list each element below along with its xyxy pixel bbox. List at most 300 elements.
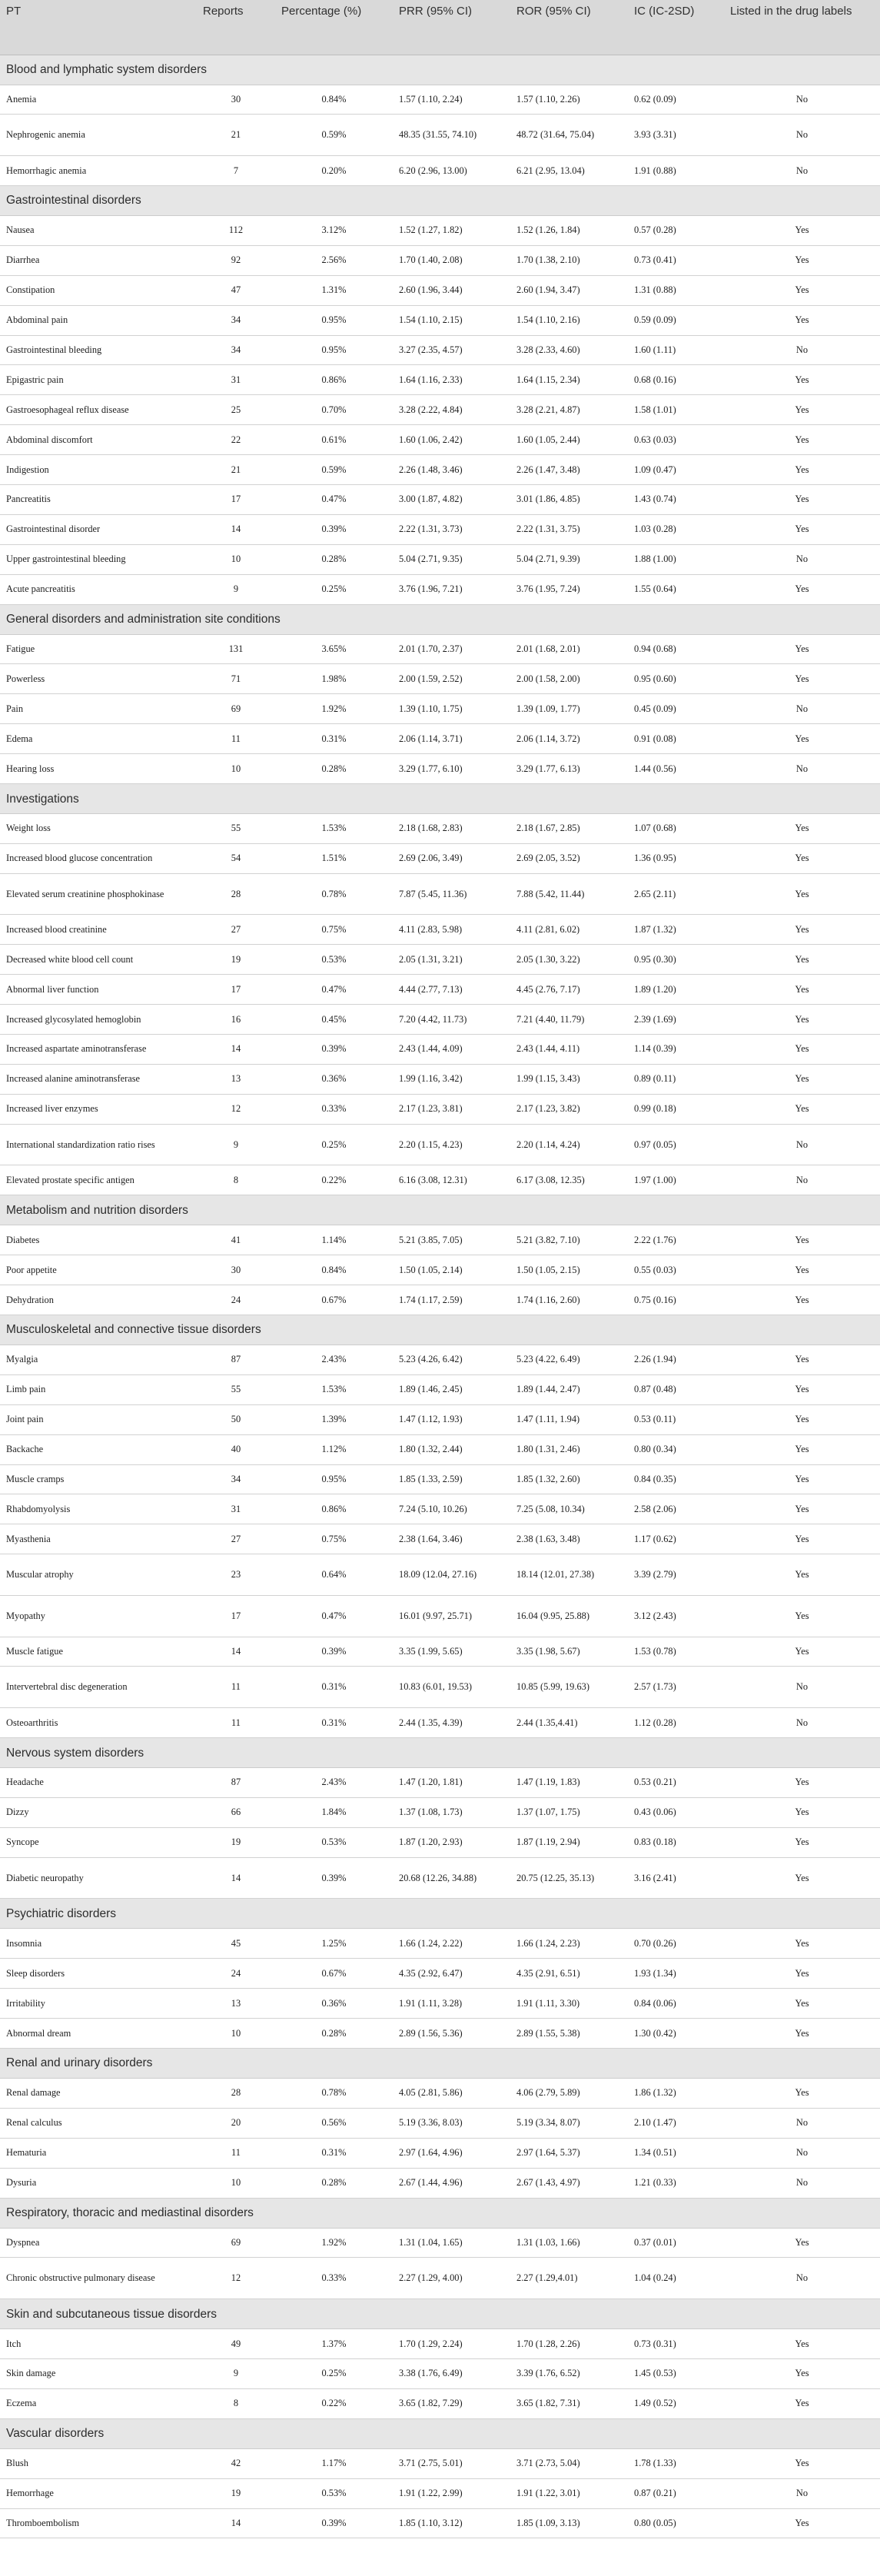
cell-pt: Abdominal pain bbox=[0, 305, 197, 335]
cell-ror: 2.06 (1.14, 3.72) bbox=[510, 724, 628, 754]
cell-pt: Anemia bbox=[0, 85, 197, 115]
cell-ic: 1.60 (1.11) bbox=[628, 335, 724, 365]
cell-prr: 1.47 (1.20, 1.81) bbox=[393, 1768, 510, 1798]
cell-percentage: 0.25% bbox=[275, 1124, 393, 1165]
cell-prr: 1.50 (1.05, 2.14) bbox=[393, 1255, 510, 1285]
cell-prr: 3.65 (1.82, 7.29) bbox=[393, 2388, 510, 2418]
cell-ic: 3.39 (2.79) bbox=[628, 1554, 724, 1596]
cell-ic: 0.59 (0.09) bbox=[628, 305, 724, 335]
table-row bbox=[0, 115, 880, 156]
table-row bbox=[0, 2478, 880, 2508]
cell-ic: 1.07 (0.68) bbox=[628, 814, 724, 844]
header-row bbox=[0, 0, 880, 55]
cell-prr: 1.80 (1.32, 2.44) bbox=[393, 1434, 510, 1464]
cell-pt: Syncope bbox=[0, 1827, 197, 1857]
cell-ic: 0.62 (0.09) bbox=[628, 85, 724, 115]
cell-ic: 1.58 (1.01) bbox=[628, 395, 724, 425]
cell-listed: Yes bbox=[724, 455, 880, 485]
cell-ic: 2.26 (1.94) bbox=[628, 1345, 724, 1374]
cell-prr: 48.35 (31.55, 74.10) bbox=[393, 115, 510, 156]
cell-ic: 1.87 (1.32) bbox=[628, 915, 724, 945]
cell-reports: 41 bbox=[197, 1225, 275, 1255]
cell-reports: 69 bbox=[197, 2228, 275, 2258]
cell-ror: 7.25 (5.08, 10.34) bbox=[510, 1494, 628, 1524]
cell-listed: No bbox=[724, 156, 880, 186]
cell-ror: 3.65 (1.82, 7.31) bbox=[510, 2388, 628, 2418]
cell-pt: Abnormal dream bbox=[0, 2019, 197, 2049]
cell-prr: 18.09 (12.04, 27.16) bbox=[393, 1554, 510, 1596]
table-row bbox=[0, 843, 880, 873]
cell-listed: Yes bbox=[724, 1989, 880, 2019]
cell-pt: Blush bbox=[0, 2448, 197, 2478]
cell-listed: Yes bbox=[724, 2019, 880, 2049]
cell-percentage: 0.61% bbox=[275, 425, 393, 455]
cell-ic: 0.53 (0.11) bbox=[628, 1404, 724, 1434]
cell-pt: Pain bbox=[0, 694, 197, 724]
cell-listed: Yes bbox=[724, 1494, 880, 1524]
table-row bbox=[0, 1797, 880, 1827]
cell-pt: Irritability bbox=[0, 1989, 197, 2019]
header-pt: PT bbox=[0, 0, 197, 55]
cell-listed: No bbox=[724, 1124, 880, 1165]
table-row bbox=[0, 2108, 880, 2138]
cell-pt: Headache bbox=[0, 1768, 197, 1798]
cell-percentage: 1.92% bbox=[275, 694, 393, 724]
cell-percentage: 0.22% bbox=[275, 1165, 393, 1195]
cell-percentage: 0.36% bbox=[275, 1989, 393, 2019]
cell-pt: Constipation bbox=[0, 275, 197, 305]
cell-ror: 5.04 (2.71, 9.39) bbox=[510, 544, 628, 574]
cell-reports: 47 bbox=[197, 275, 275, 305]
cell-reports: 87 bbox=[197, 1768, 275, 1798]
cell-reports: 11 bbox=[197, 1708, 275, 1738]
cell-pt: Pancreatitis bbox=[0, 484, 197, 514]
cell-prr: 2.05 (1.31, 3.21) bbox=[393, 945, 510, 975]
cell-prr: 1.74 (1.17, 2.59) bbox=[393, 1285, 510, 1315]
cell-prr: 1.91 (1.11, 3.28) bbox=[393, 1989, 510, 2019]
cell-reports: 14 bbox=[197, 1637, 275, 1667]
cell-ic: 1.30 (0.42) bbox=[628, 2019, 724, 2049]
cell-prr: 5.21 (3.85, 7.05) bbox=[393, 1225, 510, 1255]
cell-percentage: 1.31% bbox=[275, 275, 393, 305]
cell-ror: 3.01 (1.86, 4.85) bbox=[510, 484, 628, 514]
table-row bbox=[0, 975, 880, 1005]
cell-ror: 2.17 (1.23, 3.82) bbox=[510, 1094, 628, 1124]
cell-reports: 23 bbox=[197, 1554, 275, 1596]
cell-ic: 0.73 (0.31) bbox=[628, 2329, 724, 2359]
table-row bbox=[0, 1225, 880, 1255]
cell-ic: 1.49 (0.52) bbox=[628, 2388, 724, 2418]
cell-ror: 5.23 (4.22, 6.49) bbox=[510, 1345, 628, 1374]
category-name: Blood and lymphatic system disorders bbox=[0, 55, 880, 85]
cell-reports: 66 bbox=[197, 1797, 275, 1827]
table-row bbox=[0, 1374, 880, 1404]
category-name: Renal and urinary disorders bbox=[0, 2048, 880, 2078]
cell-reports: 17 bbox=[197, 484, 275, 514]
cell-prr: 1.89 (1.46, 2.45) bbox=[393, 1374, 510, 1404]
cell-ic: 1.14 (0.39) bbox=[628, 1035, 724, 1065]
table-row bbox=[0, 1255, 880, 1285]
cell-listed: No bbox=[724, 2138, 880, 2168]
cell-listed: Yes bbox=[724, 1637, 880, 1667]
cell-ror: 1.85 (1.09, 3.13) bbox=[510, 2508, 628, 2538]
header-ror: ROR (95% CI) bbox=[510, 0, 628, 55]
cell-reports: 131 bbox=[197, 634, 275, 664]
cell-prr: 7.87 (5.45, 11.36) bbox=[393, 873, 510, 915]
cell-prr: 7.24 (5.10, 10.26) bbox=[393, 1494, 510, 1524]
cell-percentage: 2.43% bbox=[275, 1345, 393, 1374]
cell-pt: Abnormal liver function bbox=[0, 975, 197, 1005]
category-name: Gastrointestinal disorders bbox=[0, 185, 880, 215]
cell-percentage: 1.53% bbox=[275, 814, 393, 844]
cell-percentage: 1.17% bbox=[275, 2448, 393, 2478]
cell-reports: 8 bbox=[197, 2388, 275, 2418]
table-row bbox=[0, 724, 880, 754]
category-row bbox=[0, 1899, 880, 1929]
cell-prr: 4.44 (2.77, 7.13) bbox=[393, 975, 510, 1005]
cell-ic: 3.93 (3.31) bbox=[628, 115, 724, 156]
cell-ror: 2.43 (1.44, 4.11) bbox=[510, 1035, 628, 1065]
cell-prr: 1.60 (1.06, 2.42) bbox=[393, 425, 510, 455]
cell-prr: 2.89 (1.56, 5.36) bbox=[393, 2019, 510, 2049]
cell-pt: Insomnia bbox=[0, 1929, 197, 1959]
cell-pt: Intervertebral disc degeneration bbox=[0, 1667, 197, 1708]
cell-pt: Eczema bbox=[0, 2388, 197, 2418]
cell-pt: Dysuria bbox=[0, 2168, 197, 2198]
table-row bbox=[0, 544, 880, 574]
table-row bbox=[0, 2138, 880, 2168]
cell-pt: Abdominal discomfort bbox=[0, 425, 197, 455]
table-row bbox=[0, 365, 880, 395]
cell-prr: 5.23 (4.26, 6.42) bbox=[393, 1345, 510, 1374]
cell-percentage: 1.98% bbox=[275, 664, 393, 694]
table-row bbox=[0, 1959, 880, 1989]
cell-reports: 17 bbox=[197, 975, 275, 1005]
cell-ic: 1.12 (0.28) bbox=[628, 1708, 724, 1738]
cell-ic: 1.78 (1.33) bbox=[628, 2448, 724, 2478]
cell-listed: Yes bbox=[724, 1285, 880, 1315]
cell-ror: 5.19 (3.34, 8.07) bbox=[510, 2108, 628, 2138]
cell-pt: Acute pancreatitis bbox=[0, 574, 197, 604]
cell-ror: 1.91 (1.11, 3.30) bbox=[510, 1989, 628, 2019]
cell-ror: 1.57 (1.10, 2.26) bbox=[510, 85, 628, 115]
cell-pt: Dizzy bbox=[0, 1797, 197, 1827]
cell-pt: Decreased white blood cell count bbox=[0, 945, 197, 975]
cell-pt: Powerless bbox=[0, 664, 197, 694]
cell-listed: Yes bbox=[724, 1374, 880, 1404]
table-row bbox=[0, 1094, 880, 1124]
cell-listed: Yes bbox=[724, 1005, 880, 1035]
cell-prr: 6.16 (3.08, 12.31) bbox=[393, 1165, 510, 1195]
category-row bbox=[0, 2418, 880, 2448]
cell-prr: 1.64 (1.16, 2.33) bbox=[393, 365, 510, 395]
cell-pt: Rhabdomyolysis bbox=[0, 1494, 197, 1524]
cell-percentage: 0.86% bbox=[275, 1494, 393, 1524]
cell-ic: 3.16 (2.41) bbox=[628, 1857, 724, 1899]
cell-percentage: 0.25% bbox=[275, 2358, 393, 2388]
cell-ic: 0.63 (0.03) bbox=[628, 425, 724, 455]
table-row bbox=[0, 514, 880, 544]
cell-percentage: 0.67% bbox=[275, 1285, 393, 1315]
cell-ic: 0.87 (0.48) bbox=[628, 1374, 724, 1404]
cell-prr: 1.66 (1.24, 2.22) bbox=[393, 1929, 510, 1959]
cell-ror: 1.64 (1.15, 2.34) bbox=[510, 365, 628, 395]
table-row bbox=[0, 1667, 880, 1708]
cell-percentage: 0.22% bbox=[275, 2388, 393, 2418]
cell-percentage: 1.84% bbox=[275, 1797, 393, 1827]
cell-percentage: 0.20% bbox=[275, 156, 393, 186]
cell-reports: 7 bbox=[197, 156, 275, 186]
cell-prr: 3.35 (1.99, 5.65) bbox=[393, 1637, 510, 1667]
cell-listed: Yes bbox=[724, 975, 880, 1005]
table-row bbox=[0, 574, 880, 604]
cell-listed: Yes bbox=[724, 215, 880, 245]
cell-pt: Elevated prostate specific antigen bbox=[0, 1165, 197, 1195]
cell-percentage: 2.56% bbox=[275, 245, 393, 275]
cell-listed: No bbox=[724, 2168, 880, 2198]
table-row bbox=[0, 1989, 880, 2019]
cell-ror: 2.60 (1.94, 3.47) bbox=[510, 275, 628, 305]
cell-pt: Myopathy bbox=[0, 1595, 197, 1637]
header-percentage: Percentage (%) bbox=[275, 0, 393, 55]
cell-ror: 2.05 (1.30, 3.22) bbox=[510, 945, 628, 975]
cell-prr: 1.52 (1.27, 1.82) bbox=[393, 215, 510, 245]
cell-reports: 30 bbox=[197, 85, 275, 115]
cell-percentage: 1.51% bbox=[275, 843, 393, 873]
cell-listed: Yes bbox=[724, 1464, 880, 1494]
category-row bbox=[0, 2299, 880, 2329]
category-name: Metabolism and nutrition disorders bbox=[0, 1195, 880, 1225]
cell-listed: Yes bbox=[724, 1595, 880, 1637]
cell-ror: 20.75 (12.25, 35.13) bbox=[510, 1857, 628, 1899]
cell-reports: 11 bbox=[197, 1667, 275, 1708]
category-name: Vascular disorders bbox=[0, 2418, 880, 2448]
cell-pt: Skin damage bbox=[0, 2358, 197, 2388]
cell-percentage: 0.95% bbox=[275, 335, 393, 365]
table-row bbox=[0, 395, 880, 425]
cell-ror: 2.69 (2.05, 3.52) bbox=[510, 843, 628, 873]
cell-reports: 34 bbox=[197, 1464, 275, 1494]
cell-prr: 2.43 (1.44, 4.09) bbox=[393, 1035, 510, 1065]
cell-pt: Sleep disorders bbox=[0, 1959, 197, 1989]
cell-ror: 1.37 (1.07, 1.75) bbox=[510, 1797, 628, 1827]
cell-percentage: 0.78% bbox=[275, 873, 393, 915]
cell-ic: 0.89 (0.11) bbox=[628, 1064, 724, 1094]
table-body bbox=[0, 55, 880, 2538]
table-row bbox=[0, 275, 880, 305]
cell-ic: 3.12 (2.43) bbox=[628, 1595, 724, 1637]
cell-ror: 4.35 (2.91, 6.51) bbox=[510, 1959, 628, 1989]
cell-reports: 54 bbox=[197, 843, 275, 873]
cell-reports: 30 bbox=[197, 1255, 275, 1285]
cell-ic: 1.04 (0.24) bbox=[628, 2258, 724, 2299]
cell-pt: Edema bbox=[0, 724, 197, 754]
cell-prr: 2.60 (1.96, 3.44) bbox=[393, 275, 510, 305]
cell-pt: Backache bbox=[0, 1434, 197, 1464]
cell-pt: Thromboembolism bbox=[0, 2508, 197, 2538]
cell-ror: 4.11 (2.81, 6.02) bbox=[510, 915, 628, 945]
cell-ror: 5.21 (3.82, 7.10) bbox=[510, 1225, 628, 1255]
cell-pt: Renal calculus bbox=[0, 2108, 197, 2138]
cell-percentage: 0.59% bbox=[275, 455, 393, 485]
cell-ic: 1.36 (0.95) bbox=[628, 843, 724, 873]
cell-ror: 3.71 (2.73, 5.04) bbox=[510, 2448, 628, 2478]
cell-pt: Fatigue bbox=[0, 634, 197, 664]
cell-listed: Yes bbox=[724, 664, 880, 694]
cell-ror: 2.38 (1.63, 3.48) bbox=[510, 1524, 628, 1554]
cell-reports: 10 bbox=[197, 754, 275, 784]
cell-prr: 5.19 (3.36, 8.03) bbox=[393, 2108, 510, 2138]
table-row bbox=[0, 2329, 880, 2359]
cell-reports: 31 bbox=[197, 1494, 275, 1524]
cell-listed: Yes bbox=[724, 2078, 880, 2108]
cell-pt: Hematuria bbox=[0, 2138, 197, 2168]
cell-pt: Hearing loss bbox=[0, 754, 197, 784]
cell-listed: Yes bbox=[724, 1929, 880, 1959]
category-row bbox=[0, 1195, 880, 1225]
cell-percentage: 3.65% bbox=[275, 634, 393, 664]
cell-reports: 11 bbox=[197, 724, 275, 754]
cell-ror: 16.04 (9.95, 25.88) bbox=[510, 1595, 628, 1637]
cell-ic: 1.88 (1.00) bbox=[628, 544, 724, 574]
cell-ic: 0.53 (0.21) bbox=[628, 1768, 724, 1798]
cell-ic: 2.57 (1.73) bbox=[628, 1667, 724, 1708]
cell-prr: 2.44 (1.35, 4.39) bbox=[393, 1708, 510, 1738]
cell-listed: Yes bbox=[724, 1524, 880, 1554]
cell-listed: Yes bbox=[724, 1554, 880, 1596]
cell-ror: 1.74 (1.16, 2.60) bbox=[510, 1285, 628, 1315]
cell-listed: No bbox=[724, 115, 880, 156]
cell-prr: 6.20 (2.96, 13.00) bbox=[393, 156, 510, 186]
cell-prr: 2.38 (1.64, 3.46) bbox=[393, 1524, 510, 1554]
cell-ic: 1.93 (1.34) bbox=[628, 1959, 724, 1989]
cell-reports: 17 bbox=[197, 1595, 275, 1637]
cell-listed: No bbox=[724, 335, 880, 365]
table-row bbox=[0, 2358, 880, 2388]
cell-reports: 9 bbox=[197, 2358, 275, 2388]
cell-ror: 7.21 (4.40, 11.79) bbox=[510, 1005, 628, 1035]
category-name: Skin and subcutaneous tissue disorders bbox=[0, 2299, 880, 2329]
cell-ror: 2.00 (1.58, 2.00) bbox=[510, 664, 628, 694]
cell-pt: Nephrogenic anemia bbox=[0, 115, 197, 156]
cell-percentage: 0.84% bbox=[275, 85, 393, 115]
cell-prr: 3.71 (2.75, 5.01) bbox=[393, 2448, 510, 2478]
category-row bbox=[0, 1315, 880, 1345]
cell-listed: Yes bbox=[724, 1064, 880, 1094]
cell-percentage: 3.12% bbox=[275, 215, 393, 245]
cell-percentage: 2.43% bbox=[275, 1768, 393, 1798]
cell-listed: Yes bbox=[724, 2388, 880, 2418]
table-row bbox=[0, 1524, 880, 1554]
cell-listed: Yes bbox=[724, 1797, 880, 1827]
cell-ic: 0.70 (0.26) bbox=[628, 1929, 724, 1959]
cell-reports: 28 bbox=[197, 873, 275, 915]
cell-pt: International standardization ratio rises bbox=[0, 1124, 197, 1165]
cell-percentage: 0.56% bbox=[275, 2108, 393, 2138]
cell-ror: 3.39 (1.76, 6.52) bbox=[510, 2358, 628, 2388]
cell-ror: 1.99 (1.15, 3.43) bbox=[510, 1064, 628, 1094]
table-row bbox=[0, 1345, 880, 1374]
cell-reports: 14 bbox=[197, 2508, 275, 2538]
cell-listed: No bbox=[724, 2478, 880, 2508]
cell-listed: No bbox=[724, 1708, 880, 1738]
cell-prr: 1.85 (1.33, 2.59) bbox=[393, 1464, 510, 1494]
table-row bbox=[0, 1768, 880, 1798]
cell-listed: Yes bbox=[724, 1434, 880, 1464]
cell-prr: 1.39 (1.10, 1.75) bbox=[393, 694, 510, 724]
category-name: Musculoskeletal and connective tissue disorders bbox=[0, 1315, 880, 1345]
cell-percentage: 0.39% bbox=[275, 1857, 393, 1899]
cell-reports: 10 bbox=[197, 544, 275, 574]
cell-prr: 20.68 (12.26, 34.88) bbox=[393, 1857, 510, 1899]
cell-percentage: 0.84% bbox=[275, 1255, 393, 1285]
category-row bbox=[0, 784, 880, 814]
table-row bbox=[0, 945, 880, 975]
table-row bbox=[0, 1005, 880, 1035]
table-row bbox=[0, 1827, 880, 1857]
table-row bbox=[0, 1035, 880, 1065]
category-row bbox=[0, 604, 880, 634]
cell-prr: 2.67 (1.44, 4.96) bbox=[393, 2168, 510, 2198]
cell-pt: Limb pain bbox=[0, 1374, 197, 1404]
cell-ror: 1.70 (1.28, 2.26) bbox=[510, 2329, 628, 2359]
cell-prr: 5.04 (2.71, 9.35) bbox=[393, 544, 510, 574]
cell-listed: Yes bbox=[724, 724, 880, 754]
cell-pt: Elevated serum creatinine phosphokinase bbox=[0, 873, 197, 915]
cell-prr: 2.26 (1.48, 3.46) bbox=[393, 455, 510, 485]
cell-reports: 31 bbox=[197, 365, 275, 395]
cell-listed: No bbox=[724, 544, 880, 574]
cell-percentage: 0.47% bbox=[275, 1595, 393, 1637]
cell-ic: 0.68 (0.16) bbox=[628, 365, 724, 395]
table-row bbox=[0, 873, 880, 915]
cell-prr: 1.85 (1.10, 3.12) bbox=[393, 2508, 510, 2538]
cell-ic: 0.75 (0.16) bbox=[628, 1285, 724, 1315]
table-row bbox=[0, 156, 880, 186]
cell-percentage: 1.25% bbox=[275, 1929, 393, 1959]
table-row bbox=[0, 754, 880, 784]
cell-percentage: 1.92% bbox=[275, 2228, 393, 2258]
cell-reports: 49 bbox=[197, 2329, 275, 2359]
table-row bbox=[0, 694, 880, 724]
cell-reports: 19 bbox=[197, 2478, 275, 2508]
table-row bbox=[0, 2078, 880, 2108]
category-name: Psychiatric disorders bbox=[0, 1899, 880, 1929]
cell-ic: 1.89 (1.20) bbox=[628, 975, 724, 1005]
cell-reports: 42 bbox=[197, 2448, 275, 2478]
cell-percentage: 0.31% bbox=[275, 1708, 393, 1738]
cell-listed: No bbox=[724, 694, 880, 724]
cell-listed: Yes bbox=[724, 245, 880, 275]
cell-listed: Yes bbox=[724, 365, 880, 395]
cell-ic: 1.34 (0.51) bbox=[628, 2138, 724, 2168]
cell-ic: 1.09 (0.47) bbox=[628, 455, 724, 485]
table-row bbox=[0, 2019, 880, 2049]
category-row bbox=[0, 55, 880, 85]
cell-ror: 3.28 (2.21, 4.87) bbox=[510, 395, 628, 425]
cell-ror: 18.14 (12.01, 27.38) bbox=[510, 1554, 628, 1596]
cell-listed: No bbox=[724, 1165, 880, 1195]
table-row bbox=[0, 1064, 880, 1094]
cell-prr: 7.20 (4.42, 11.73) bbox=[393, 1005, 510, 1035]
table-row bbox=[0, 1464, 880, 1494]
cell-reports: 28 bbox=[197, 2078, 275, 2108]
cell-ic: 0.37 (0.01) bbox=[628, 2228, 724, 2258]
cell-prr: 2.18 (1.68, 2.83) bbox=[393, 814, 510, 844]
cell-ror: 1.66 (1.24, 2.23) bbox=[510, 1929, 628, 1959]
cell-percentage: 0.75% bbox=[275, 915, 393, 945]
cell-percentage: 0.95% bbox=[275, 1464, 393, 1494]
